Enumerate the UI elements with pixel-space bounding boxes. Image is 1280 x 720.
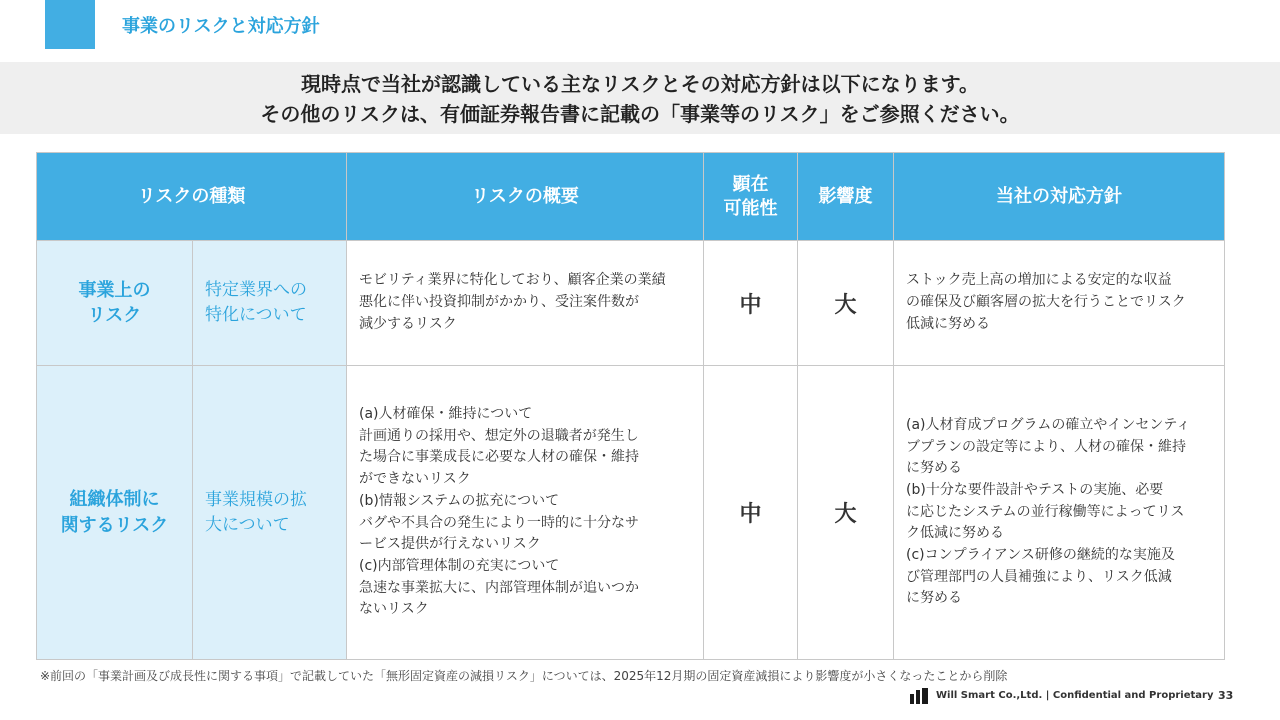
header-risk-overview: リスクの概要	[347, 153, 704, 241]
overview-line: 悪化に伴い投資抑制がかかり、受注案件数が	[359, 294, 640, 311]
policy-line: (c)コンプライアンス研修の継続的な実施及	[906, 547, 1175, 564]
overview-line: 減少するリスク	[359, 315, 457, 332]
risk-subcategory-line: 特定業界への	[205, 280, 307, 301]
policy-line: に努める	[906, 590, 963, 607]
risk-subcategory-line: 事業規模の拡	[205, 489, 307, 510]
likelihood-value: 中	[704, 241, 798, 366]
summary-line-1: 現時点で当社が認識している主なリスクとその対応方針は以下になります。	[301, 72, 979, 96]
policy-line: (a)人材育成プログラムの確立やインセンティ	[906, 416, 1191, 433]
overview-line: バグや不具合の発生により一時的に十分なサ	[359, 514, 640, 531]
page-title: 事業のリスクと対応方針	[122, 16, 320, 37]
risk-category-line: 関するリスク	[60, 514, 169, 536]
policy-line: に応じたシステムの並行稼働等によってリス	[906, 503, 1185, 520]
title-accent-block	[45, 0, 95, 49]
policy-line: (b)十分な要件設計やテストの実施、必要	[906, 481, 1164, 498]
impact-value: 大	[798, 241, 894, 366]
table-row	[37, 366, 1225, 660]
overview-line: た場合に事業成長に必要な人材の確保・維持	[359, 449, 640, 466]
overview-line: ービス提供が行えないリスク	[359, 536, 541, 553]
overview-line: 計画通りの採用や、想定外の退職者が発生し	[359, 427, 639, 444]
policy-line: ク低減に努める	[906, 525, 1005, 542]
footnote: ※前回の「事業計画及び成長性に関する事項」で記載していた「無形固定資産の減損リスク」については、2025年12月期の固定資産減損により影響度が小さくなったことから削除	[40, 669, 1008, 683]
policy-line: の確保及び顧客層の拡大を行うことでリスク	[906, 294, 1186, 311]
overview-line: (a)人材確保・維持について	[359, 406, 533, 423]
risk-table	[36, 152, 1225, 660]
risk-category	[37, 241, 193, 366]
policy-line: 低減に努める	[906, 315, 991, 332]
risk-category-line: リスク	[87, 305, 142, 326]
likelihood-value: 中	[704, 366, 798, 660]
policy-line: ストック売上高の増加による安定的な収益	[906, 272, 1172, 289]
risk-subcategory	[193, 366, 347, 660]
risk-overview	[347, 241, 704, 366]
header-risk-type: リスクの種類	[37, 153, 347, 241]
overview-line: (b)情報システムの拡充について	[359, 492, 560, 509]
header-policy: 当社の対応方針	[894, 153, 1225, 241]
overview-line: (c)内部管理体制の充実について	[359, 557, 560, 574]
risk-category-line: 組織体制に	[69, 489, 160, 511]
risk-category	[37, 366, 193, 660]
table-header-row	[37, 153, 1225, 241]
overview-line: ないリスク	[359, 601, 429, 618]
page-number: 33	[1218, 689, 1234, 702]
company-logo-icon	[910, 688, 928, 704]
overview-line: 急速な事業拡大に、内部管理体制が追いつか	[359, 579, 640, 596]
policy-line: ブプランの設定等により、人材の確保・維持	[906, 438, 1187, 455]
risk-overview	[347, 366, 704, 660]
overview-line: モビリティ業界に特化しており、顧客企業の業績	[359, 272, 666, 289]
summary-line-2: その他のリスクは、有価証券報告書に記載の「事業等のリスク」をご参照ください。	[260, 102, 1020, 126]
header-likelihood	[704, 153, 798, 241]
footer-company: Will Smart Co.,Ltd. | Confidential and Proprietary	[936, 690, 1214, 701]
table-row	[37, 241, 1225, 366]
risk-category-line: 事業上の	[78, 279, 151, 301]
risk-subcategory-line: 特化について	[205, 305, 307, 325]
policy-line: に努める	[906, 460, 963, 477]
response-policy	[894, 366, 1225, 660]
overview-line: ができないリスク	[359, 471, 471, 488]
policy-line: び管理部門の人員補強により、リスク低減	[906, 568, 1172, 585]
impact-value: 大	[798, 366, 894, 660]
risk-subcategory-line: 大について	[205, 514, 290, 535]
header-impact: 影響度	[798, 153, 894, 241]
risk-subcategory	[193, 241, 347, 366]
response-policy	[894, 241, 1225, 366]
header-likelihood-line-1: 顕在	[732, 174, 769, 196]
header-likelihood-line-2: 可能性	[723, 197, 778, 219]
